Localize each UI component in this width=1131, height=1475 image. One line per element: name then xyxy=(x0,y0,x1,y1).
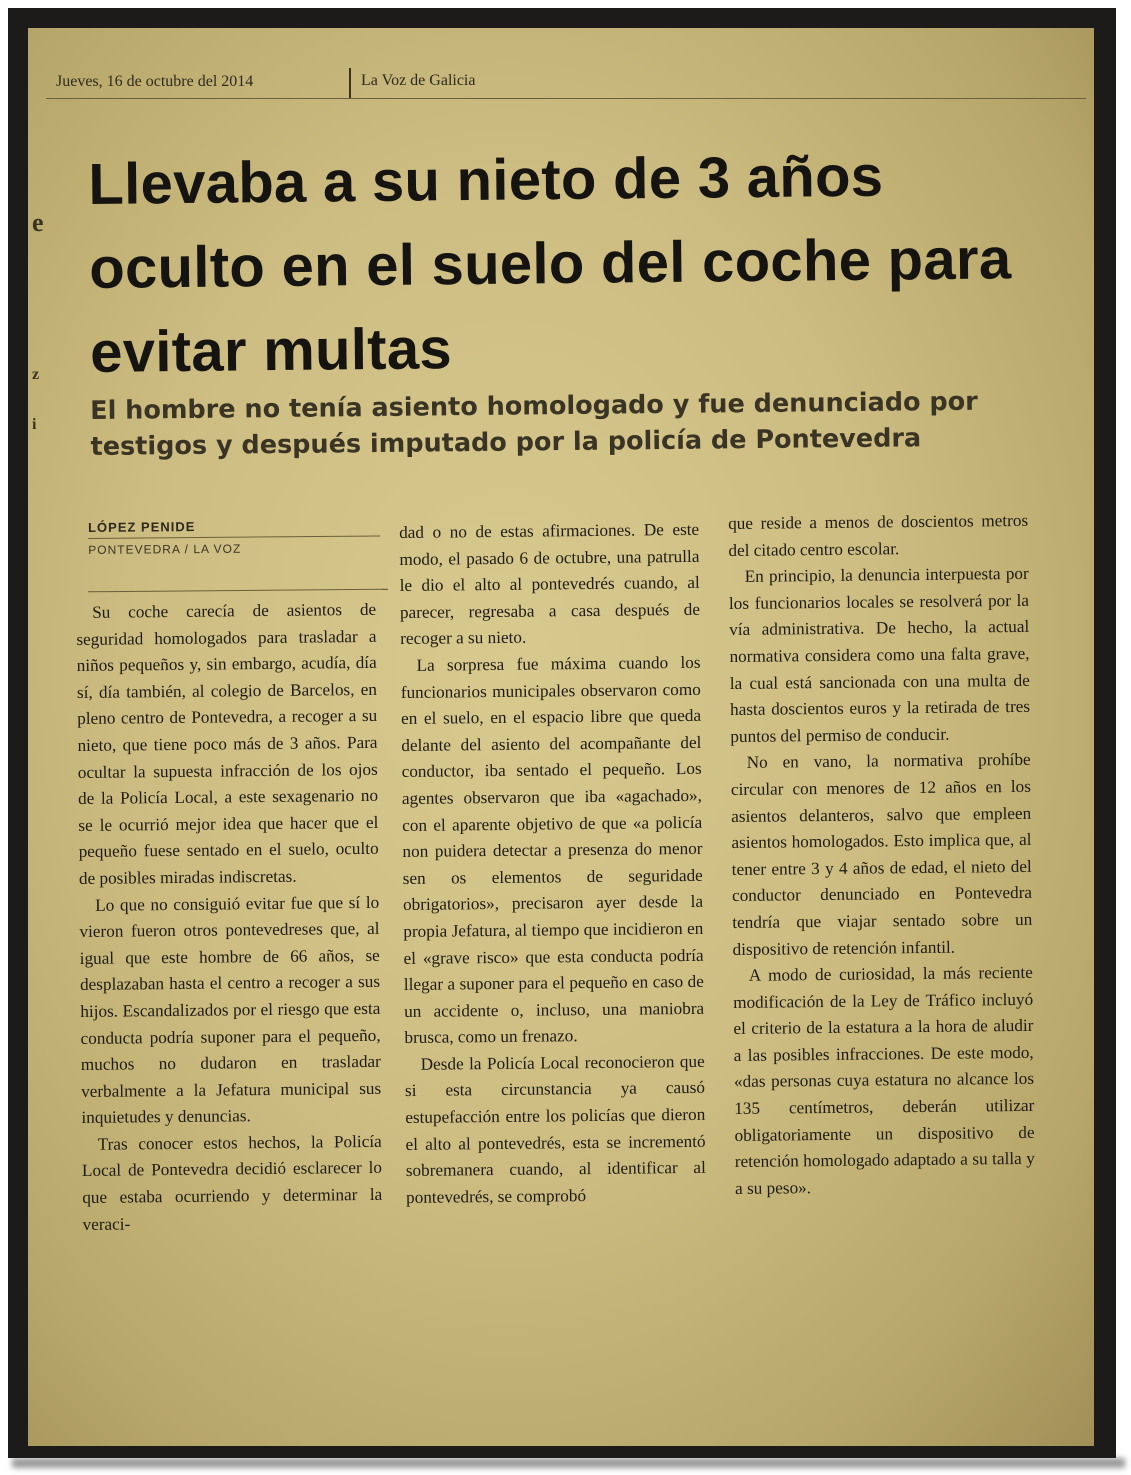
edge-fragment: e xyxy=(32,208,44,237)
byline xyxy=(88,517,388,557)
paragraph: No en vano, la normativa prohíbe circular con menores de 12 años en los asientos delanteros, salvo que empleen asientos homologados. Esto implica que, al tener entre 3 y 4 años de edad, el nieto del conductor denunciado en Pontevedra tendría que viajar sentado sobre un dispositivo de retención infantil. xyxy=(730,750,1033,959)
page-header xyxy=(46,68,1086,99)
article-column-1 xyxy=(76,597,383,1238)
byline-location: PONTEVEDRA / LA VOZ xyxy=(88,541,242,557)
issue-date: Jueves, 16 de octubre del 2014 xyxy=(56,73,254,90)
newspaper-name: La Voz de Galicia xyxy=(361,72,476,89)
byline-author: LÓPEZ PENIDE xyxy=(88,519,196,535)
edge-fragment: z xyxy=(32,366,40,383)
paragraph: La sorpresa fue máxima cuando los funcionarios municipales observaron como en el suelo, en el espacio libre que queda delante del asiento del acompañante del conductor, iba sentado el pequeño. Los agentes observaron que iba «agachado», con el aparente objetivo de que «a policía non puidera detectar a presenza do menor sen os elementos de seguridade obrigatorios», precisaron ayer desde la propia Jefatura, al tiempo que incidieron en el «grave risco» que esta conducta podría llegar a suponer para el pequeño en caso de un accidente o, incluso, una maniobra brusca, como un frenazo. xyxy=(400,652,705,1048)
paragraph: Desde la Policía Local reconocieron que si esta circunstancia ya causó estupefacción entre los policías que dieron el alto al pontevedrés, esta se incrementó sobremanera cuando, al identificar al pontevedrés, se comprobó xyxy=(404,1051,706,1207)
edge-fragment: i xyxy=(32,416,37,433)
paragraph: A modo de curiosidad, la más reciente modificación de la Ley de Tráfico incluyó el criterio de la estatura a la hora de aludir a las posibles infracciones. De este modo, «das personas cuya estatura no alcance los 135 centímetros, deberán utilizar obligatoriamente un dispositivo de retención homologado adaptado a su talla y a su peso». xyxy=(733,962,1035,1198)
article-column-2 xyxy=(399,517,706,1212)
newspaper-page xyxy=(28,28,1094,1446)
paragraph: Su coche carecía de asientos de seguridad homologados para trasladar a niños pequeños y, sin embargo, acudía, día sí, día también, al colegio de Barcelos, en pleno centro de Pontevedra, a recoger a su nieto, que tiene poco más de 3 años. Para ocultar la supuesta infracción de los ojos de la Policía Local, a este sexagenario no se le ocurrió mejor idea que hacer que el pequeño fuese sentado en el suelo, oculto de posibles miradas indiscretas. xyxy=(76,599,379,888)
article-column-3 xyxy=(728,508,1035,1203)
paragraph: Tras conocer estos hechos, la Policía Local de Pontevedra decidió esclarecer lo que estaba ocurriendo y determinar la veraci- xyxy=(81,1131,383,1234)
headline: Llevaba a su nieto de 3 años oculto en el suelo del coche para evitar multas xyxy=(88,143,1012,385)
body-divider xyxy=(88,589,388,593)
photo-frame xyxy=(8,8,1116,1458)
subtitle: El hombre no tenía asiento homologado y fue denunciado por testigos y después imputado por la policía de Pontevedra xyxy=(90,386,978,462)
paragraph: Lo que no consiguió evitar fue que sí lo vieron fueron otros pontevedreses que, al igual que este hombre de 66 años, se desplazaban hasta el centro a recoger a sus hijos. Escandalizados por el riesgo que esta conducta podría suponer para el pequeño, muchos no dudaron en trasladar verbalmente a la Jefatura municipal sus inquietudes y denuncias. xyxy=(79,892,382,1128)
byline-divider xyxy=(88,535,380,539)
paragraph: que reside a menos de doscientos metros del citado centro escolar. xyxy=(728,510,1029,560)
header-divider xyxy=(349,68,351,98)
paragraph: dad o no de estas afirmaciones. De este modo, el pasado 6 de octubre, una patrulla le dio el alto al pontevedrés cuando, al parecer, regresaba a casa después de recoger a su nieto. xyxy=(399,519,701,649)
paragraph: En principio, la denuncia interpuesta por los funcionarios locales se resolverá por la vía administrativa. De hecho, la actual normativa considera como una falta grave, la cual está sancionada con una multa de hasta doscientos euros y la retirada de tres puntos del permiso de conducir. xyxy=(728,564,1031,746)
